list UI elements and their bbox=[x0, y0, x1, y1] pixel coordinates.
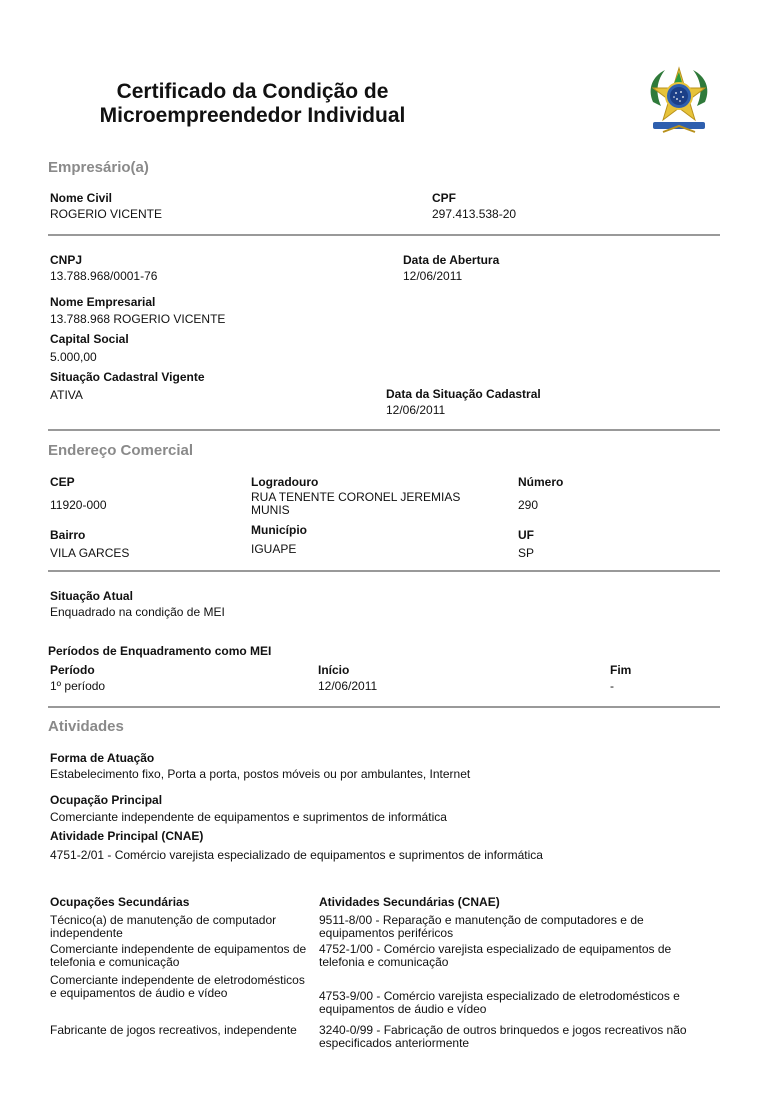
forma-label: Forma de Atuação bbox=[50, 751, 155, 765]
cep-label: CEP bbox=[50, 475, 75, 489]
inicio-col-header: Início bbox=[318, 663, 350, 677]
nome-empresarial-value: 13.788.968 ROGERIO VICENTE bbox=[50, 312, 226, 326]
cpf-value: 297.413.538-20 bbox=[432, 207, 517, 221]
nome-empresarial-label: Nome Empresarial bbox=[50, 295, 156, 309]
uf-value: SP bbox=[518, 546, 535, 560]
cnpj-label: CNPJ bbox=[50, 253, 83, 267]
cnae-value: 4751-2/01 - Comércio varejista especializado de equipamentos e suprimentos de informática bbox=[50, 848, 543, 862]
nome-civil-label: Nome Civil bbox=[50, 191, 113, 205]
periodo-cell: 1º período bbox=[50, 679, 106, 693]
section-atividades: Atividades bbox=[48, 718, 124, 735]
logradouro-label: Logradouro bbox=[251, 475, 319, 489]
capital-value: 5.000,00 bbox=[50, 350, 97, 364]
capital-label: Capital Social bbox=[50, 332, 129, 346]
bairro-label: Bairro bbox=[50, 528, 86, 542]
cnpj-value: 13.788.968/0001-76 bbox=[50, 269, 158, 283]
situacao-label: Situação Cadastral Vigente bbox=[50, 370, 205, 384]
divider bbox=[48, 570, 720, 572]
ocupacao-label: Ocupação Principal bbox=[50, 793, 163, 807]
title-line-1: Certificado da Condição de bbox=[116, 80, 389, 103]
numero-value: 290 bbox=[518, 498, 539, 512]
divider bbox=[48, 706, 720, 708]
title-line-2: Microempreendedor Individual bbox=[99, 104, 406, 127]
cpf-label: CPF bbox=[432, 191, 456, 205]
nome-civil-value: ROGERIO VICENTE bbox=[50, 207, 163, 221]
sec-ocup-header: Ocupações Secundárias bbox=[50, 895, 190, 909]
list-item: 4753-9/00 - Comércio varejista especializado de eletrodomésticos e equipamentos de áudio e vídeo bbox=[319, 989, 680, 1016]
divider bbox=[48, 429, 720, 431]
abertura-value: 12/06/2011 bbox=[403, 269, 463, 283]
numero-label: Número bbox=[518, 475, 564, 489]
fim-cell: - bbox=[610, 679, 614, 693]
municipio-label: Município bbox=[251, 523, 307, 537]
situacao-value: ATIVA bbox=[50, 388, 83, 402]
bairro-value: VILA GARCES bbox=[50, 546, 130, 560]
cnae-label: Atividade Principal (CNAE) bbox=[50, 829, 204, 843]
municipio-value: IGUAPE bbox=[251, 542, 297, 556]
sec-cnae-header: Atividades Secundárias (CNAE) bbox=[319, 895, 500, 909]
forma-value: Estabelecimento fixo, Porta a porta, postos móveis ou por ambulantes, Internet bbox=[50, 767, 471, 781]
list-item: Comerciante independente de eletrodomésticos e equipamentos de áudio e vídeo bbox=[50, 973, 305, 1000]
inicio-cell: 12/06/2011 bbox=[318, 679, 378, 693]
divider bbox=[48, 234, 720, 236]
list-item: 9511-8/00 - Reparação e manutenção de computadores e de equipamentos periféricos bbox=[319, 913, 644, 940]
abertura-label: Data de Abertura bbox=[403, 253, 500, 267]
list-item: Fabricante de jogos recreativos, independente bbox=[50, 1023, 297, 1037]
fim-col-header: Fim bbox=[610, 663, 632, 677]
situacao-atual-value: Enquadrado na condição de MEI bbox=[50, 605, 225, 619]
periodo-col-header: Período bbox=[50, 663, 95, 677]
list-item: 3240-0/99 - Fabricação de outros brinquedos e jogos recreativos não especificados anteriormente bbox=[319, 1023, 687, 1050]
cep-value: 11920-000 bbox=[50, 498, 107, 512]
data-situacao-label: Data da Situação Cadastral bbox=[386, 387, 541, 401]
list-item: Comerciante independente de equipamentos de telefonia e comunicação bbox=[50, 942, 307, 969]
situacao-atual-label: Situação Atual bbox=[50, 589, 133, 603]
brazil-coat-of-arms-icon bbox=[643, 62, 715, 138]
page-title bbox=[40, 80, 465, 128]
list-item: Técnico(a) de manutenção de computador independente bbox=[50, 913, 277, 940]
section-endereco: Endereço Comercial bbox=[48, 442, 194, 459]
ocupacao-value: Comerciante independente de equipamentos e suprimentos de informática bbox=[50, 810, 447, 824]
logradouro-value: RUA TENENTE CORONEL JEREMIAS MUNIS bbox=[251, 490, 461, 517]
list-item: 4752-1/00 - Comércio varejista especializado de equipamentos de telefonia e comunicação bbox=[319, 942, 672, 969]
uf-label: UF bbox=[518, 528, 534, 542]
section-empresario: Empresário(a) bbox=[48, 159, 149, 176]
data-situacao-value: 12/06/2011 bbox=[386, 403, 446, 417]
periodos-heading: Períodos de Enquadramento como MEI bbox=[48, 644, 272, 658]
